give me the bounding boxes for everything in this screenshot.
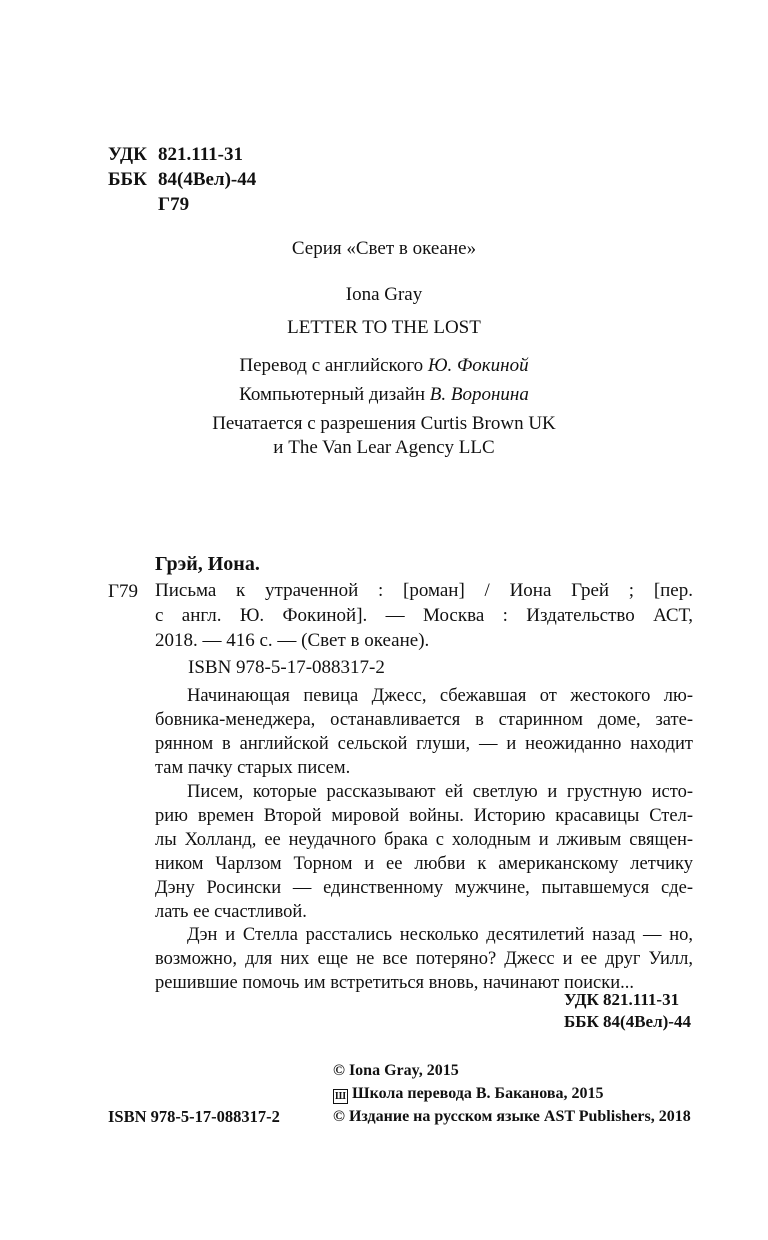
author-mark-row	[108, 192, 256, 217]
original-author: Iona Gray	[345, 284, 423, 305]
copyright-author: © Iona Gray, 2015	[333, 1062, 459, 1079]
translator-name: Ю. Фокиной	[427, 355, 529, 376]
annotation-line: рию времен Второй мировой войны. Историю красавицы Стел-	[155, 806, 693, 826]
catalog-mark: Г79	[108, 581, 138, 602]
bbk-value: 84(4Вел)-44	[158, 169, 257, 190]
annotation-line: лать ее счастливой.	[155, 902, 307, 922]
annotation-line: Дэну Росински — единственному мужчине, пытавшемуся сде-	[155, 878, 693, 898]
designer-name: В. Воронина	[429, 384, 529, 405]
bbk-row	[108, 167, 256, 192]
udk-label: УДК	[108, 144, 147, 165]
udk-value: 821.111-31	[158, 144, 243, 165]
udk-row	[108, 142, 256, 167]
translation-label: Перевод с английского	[239, 355, 424, 376]
catalog-line-2: с англ. Ю. Фокиной]. — Москва : Издательство АСТ,	[155, 605, 693, 626]
classification-codes	[108, 142, 256, 217]
author-mark: Г79	[158, 194, 190, 215]
design-label: Компьютерный дизайн	[239, 384, 426, 405]
annotation-line: Начинающая певица Джесс, сбежавшая от жестокого лю-	[187, 686, 693, 706]
udk-code-right: УДК 821.111-31	[564, 990, 680, 1009]
series-line: Серия «Свет в океане»	[291, 238, 477, 259]
annotation-paragraph-3	[155, 923, 693, 995]
catalog-line-1: Письма к утраченной : [роман] / Иона Грей ; [пер.	[155, 580, 693, 601]
footer-isbn: ISBN 978-5-17-088317-2	[108, 1107, 280, 1126]
copyright-list	[333, 1059, 691, 1128]
design-credit	[0, 384, 768, 406]
translation-school-seal-icon: Ш	[333, 1089, 348, 1104]
bbk-code-right: ББК 84(4Вел)-44	[564, 1012, 691, 1031]
original-title: LETTER TO THE LOST	[287, 317, 481, 338]
annotation-paragraph-1	[155, 684, 693, 780]
copyright-translation: Ш Школа перевода В. Баканова, 2015	[335, 1085, 604, 1102]
annotation-line: лы Холланд, ее неудачного брака с холодным и лживым священ-	[155, 830, 693, 850]
translation-credit	[0, 355, 768, 377]
permission-line-2: и The Van Lear Agency LLC	[273, 437, 495, 458]
annotation-line: рянном в английской сельской глуши, — и неожиданно находит	[155, 734, 693, 754]
annotation-line: Писем, которые рассказывают ей светлую и грустную исто-	[187, 782, 693, 802]
annotation-line: там пачку старых писем.	[155, 758, 351, 778]
bbk-label: ББК	[108, 169, 147, 190]
annotation-line: Дэн и Стелла расстались несколько десятилетий назад — но,	[187, 925, 693, 945]
annotation-line: решившие помочь им встретиться вновь, начинают поиски...	[155, 973, 634, 993]
catalog-line-3: 2018. — 416 с. — (Свет в океане).	[155, 630, 430, 651]
annotation-paragraph-2	[155, 780, 693, 924]
annotation-line: возможно, для них еще не все потеряно? Джесс и ее друг Уилл,	[155, 949, 693, 969]
annotation-line: ником Чарлзом Торном и ее любви к американскому летчику	[155, 854, 693, 874]
copyright-edition: © Издание на русском языке AST Publishers, 2018	[333, 1108, 691, 1125]
catalog-author-heading: Грэй, Иона.	[155, 553, 260, 575]
catalog-isbn: ISBN 978-5-17-088317-2	[188, 657, 385, 678]
annotation-line: бовника-менеджера, останавливается в старинном доме, зате-	[155, 710, 693, 730]
permission-line-1: Печатается с разрешения Curtis Brown UK	[212, 413, 556, 434]
